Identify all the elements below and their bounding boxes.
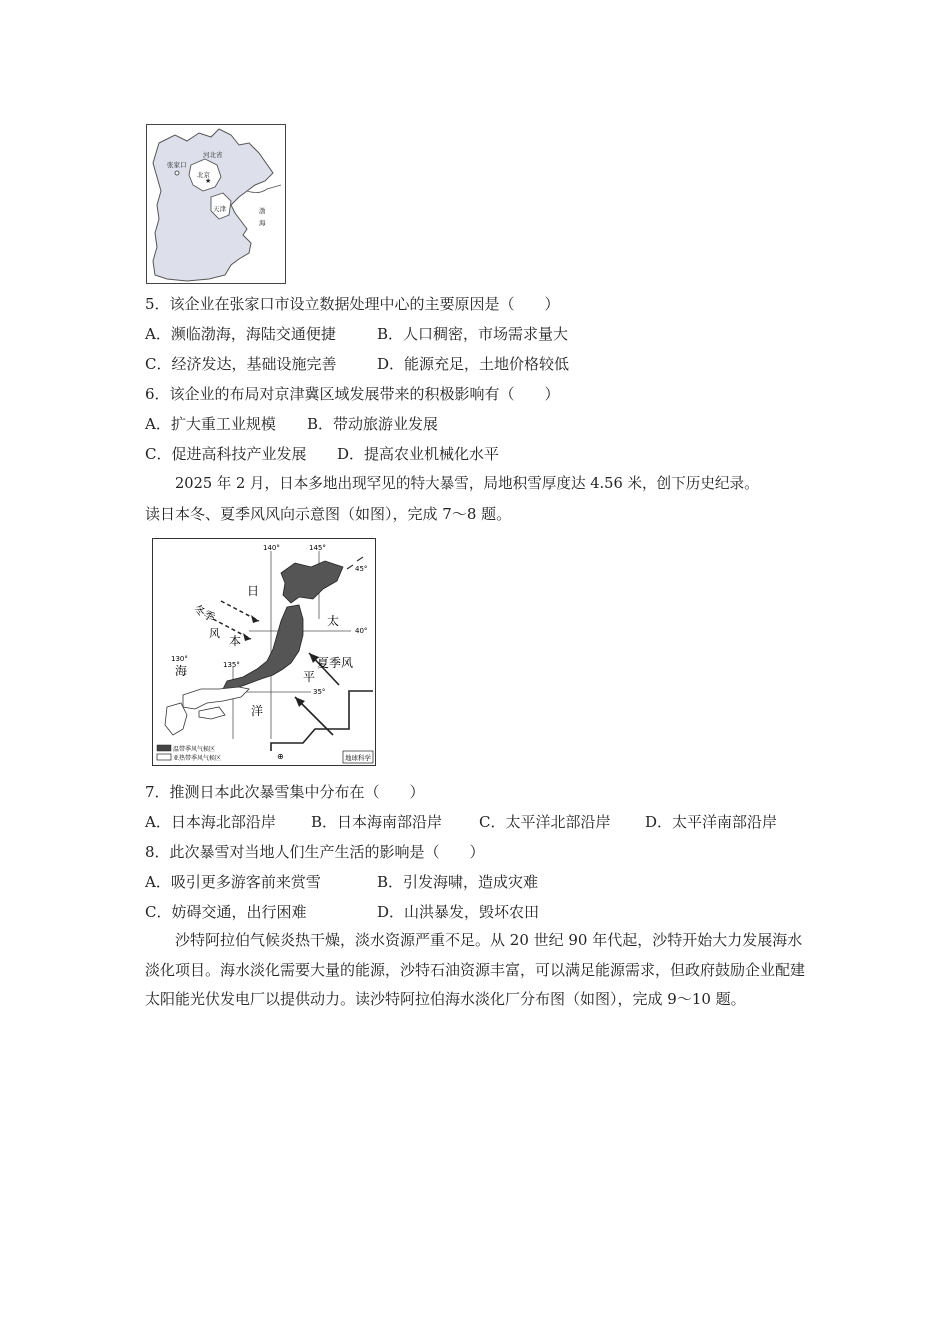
- intro-7-8-line-1: 2025 年 2 月，日本多地出现罕见的特大暴雪，局地积雪厚度达 4.56 米，创下历史纪录。: [175, 475, 759, 492]
- label-45: 45°: [355, 565, 368, 573]
- hokkaido-shape: [281, 561, 343, 603]
- label-beijing: 北京: [197, 171, 210, 179]
- label-sea-hai: 海: [175, 664, 188, 678]
- intro-7-8-line-2: 读日本冬、夏季风风向示意图（如图），完成 7～8 题。: [145, 505, 512, 523]
- japan-monsoon-map-figure: [152, 538, 376, 766]
- q6-option-c: C．促进高科技产业发展: [145, 445, 307, 463]
- q5-options-row-1: [145, 324, 568, 344]
- q8-stem: 8．此次暴雪对当地人们生产生活的影响是（ ）: [145, 843, 485, 861]
- q5-option-d: D．能源充足，土地价格较低: [377, 355, 570, 373]
- q5-stem: 5．该企业在张家口市设立数据处理中心的主要原因是（ ）: [145, 295, 560, 313]
- q7-option-a: A．日本海北部沿岸: [145, 813, 276, 831]
- label-winter-wind-1: 冬季: [191, 602, 218, 625]
- q6-stem: 6．该企业的布局对京津冀区域发展带来的积极影响有（ ）: [145, 385, 560, 403]
- q5-option-b: B．人口稠密，市场需求量大: [377, 325, 569, 343]
- q8-option-b: B．引发海啸，造成灾难: [377, 873, 539, 891]
- q5-options-row-2: [145, 354, 569, 374]
- q8-option-c: C．妨碍交通，出行困难: [145, 903, 307, 921]
- shikoku-shape: [199, 707, 225, 719]
- q7-option-c: C．太平洋北部沿岸: [479, 813, 611, 831]
- winter-wind-arrowhead-1: [251, 615, 259, 623]
- inset-frame: [271, 691, 373, 751]
- star-marker: ★: [205, 177, 212, 185]
- label-sea-ben: 本: [229, 634, 242, 648]
- q7-option-d: D．太平洋南部沿岸: [645, 813, 778, 831]
- zhangjiakou-point: [175, 171, 179, 175]
- q6-options-row-1: [145, 414, 438, 434]
- legend-label-subtropical: 亚热带季风气候区: [173, 755, 222, 762]
- winter-wind-arrowhead-2: [243, 633, 251, 641]
- label-tianjin: 天津: [213, 205, 226, 213]
- q7-options-row: [145, 812, 777, 832]
- label-145: 145°: [309, 544, 326, 552]
- label-ocean-yang: 洋: [251, 704, 264, 718]
- label-summer-wind: 夏季风: [317, 656, 354, 670]
- label-130: 130°: [171, 655, 188, 663]
- q7-option-b: B．日本海南部沿岸: [311, 813, 443, 831]
- q6-option-a: A．扩大重工业规模: [145, 415, 276, 433]
- q8-option-d: D．山洪暴发，毁坏农田: [377, 903, 540, 921]
- label-bohai-1: 渤: [259, 207, 266, 215]
- q6-option-d: D．提高农业机械化水平: [337, 445, 500, 463]
- legend-swatch-subtropical: [157, 754, 171, 760]
- q6-option-b: B．带动旅游业发展: [307, 415, 439, 433]
- southwest-japan-shape: [183, 687, 249, 709]
- label-publisher: 地球科学: [345, 754, 371, 762]
- north-arrow-icon: ⊕: [277, 752, 284, 761]
- q5-option-c: C．经济发达，基础设施完善: [145, 355, 337, 373]
- q6-options-row-2: [145, 444, 499, 464]
- label-ocean-tai: 太: [327, 614, 340, 628]
- legend-label-temperate: 温带季风气候区: [173, 746, 216, 753]
- label-bohai-2: 海: [259, 219, 266, 227]
- hebei-map-figure: [146, 124, 286, 284]
- label-winter-wind-2: 风: [209, 627, 220, 640]
- q8-options-row-2: [145, 902, 539, 922]
- label-sea-ri: 日: [247, 584, 260, 598]
- q7-stem: 7．推测日本此次暴雪集中分布在（ ）: [145, 783, 425, 801]
- hebei-map-svg: [147, 125, 285, 283]
- q8-options-row-1: [145, 872, 538, 892]
- q8-option-a: A．吸引更多游客前来赏雪: [145, 873, 321, 891]
- label-40: 40°: [355, 627, 368, 635]
- label-135: 135°: [223, 661, 240, 669]
- japan-map-svg: [153, 539, 375, 765]
- kyushu-shape: [165, 703, 187, 735]
- legend-swatch-temperate: [157, 745, 171, 751]
- label-140: 140°: [263, 544, 280, 552]
- q5-option-a: A．濒临渤海，海陆交通便捷: [145, 325, 336, 343]
- label-zhangjiakou: 张家口: [167, 161, 187, 169]
- intro-9-10-paragraph: 沙特阿拉伯气候炎热干燥，淡水资源严重不足。从 20 世纪 90 年代起，沙特开始大力发展海水淡化项目。海水淡化需要大量的能源，沙特石油资源丰富，可以满足能源需求，但政府鼓励企业配建太阳能光伏发电厂以提供动力。读沙特阿拉伯海水淡化厂分布图（如图），完成 9～10 题。: [145, 931, 806, 1008]
- label-ocean-ping: 平: [303, 670, 316, 684]
- label-hebei: 河北省: [203, 151, 223, 159]
- label-35: 35°: [313, 688, 326, 696]
